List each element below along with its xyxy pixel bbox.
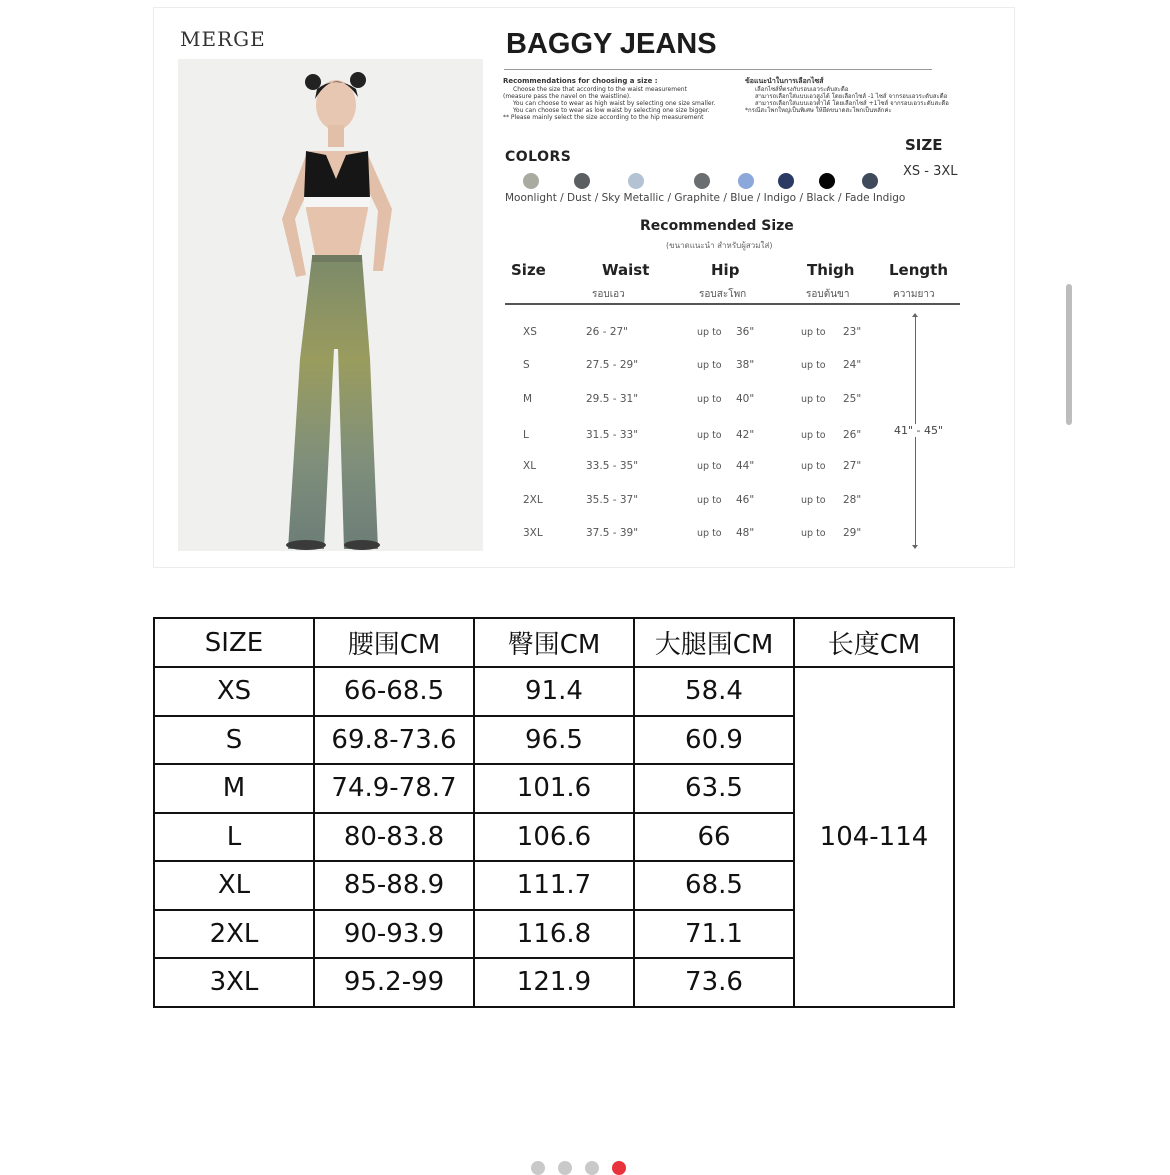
row-hip: 44" bbox=[736, 460, 755, 472]
recommendation-line: *กรณีสะโพกใหญ่เป็นพิเศษ ให้ยึดขนาดสะโพกเป็นหลักค่ะ bbox=[745, 106, 892, 114]
header-cell: 大腿围CM bbox=[634, 618, 794, 667]
subheader-length: ความยาว bbox=[893, 289, 935, 300]
table-cell: 121.9 bbox=[474, 958, 634, 1007]
header-cell: 长度CM bbox=[794, 618, 954, 667]
subheader-hip: รอบสะโพก bbox=[699, 289, 747, 300]
row-waist: 33.5 - 35" bbox=[586, 460, 639, 472]
carousel-dot[interactable] bbox=[612, 1161, 626, 1175]
row-thigh: 25" bbox=[843, 393, 862, 405]
row-waist: 26 - 27" bbox=[586, 326, 629, 338]
recommendation-line: You can choose to wear as high waist by selecting one size smaller. bbox=[513, 99, 716, 107]
recommendations-heading: ข้อแนะนำในการเลือกไซส์ bbox=[745, 77, 824, 85]
row-size: S bbox=[523, 359, 530, 371]
row-waist: 35.5 - 37" bbox=[586, 494, 639, 506]
row-thigh: 26" bbox=[843, 429, 862, 441]
table-cell: 3XL bbox=[154, 958, 314, 1007]
row-hip-prefix: up to bbox=[697, 430, 722, 441]
size-chart-image bbox=[153, 7, 1015, 568]
size-recommendations-en bbox=[503, 78, 748, 121]
table-cell: 2XL bbox=[154, 910, 314, 959]
row-thigh-prefix: up to bbox=[801, 360, 826, 371]
header-thigh: Thigh bbox=[807, 261, 855, 279]
model-illustration bbox=[178, 59, 483, 551]
row-thigh: 29" bbox=[843, 527, 862, 539]
row-size: 2XL bbox=[523, 494, 543, 506]
row-hip: 36" bbox=[736, 326, 755, 338]
recommendation-line: สามารถเลือกใส่แบบเอวสูงได้ โดยเลือกไซส์ -1 ไซส์ จากรอบเอวระดับสะดือ bbox=[755, 92, 948, 100]
row-hip-prefix: up to bbox=[697, 394, 722, 405]
header-divider bbox=[505, 303, 960, 305]
colors-heading: COLORS bbox=[505, 149, 572, 165]
size-range: XS - 3XL bbox=[903, 164, 958, 179]
row-size: L bbox=[523, 429, 529, 441]
recommendation-line: ** Please mainly select the size according to the hip measurement bbox=[503, 113, 704, 121]
row-size: XL bbox=[523, 460, 537, 472]
table-body bbox=[154, 667, 954, 1007]
header-length: Length bbox=[889, 261, 948, 279]
cm-size-table bbox=[153, 617, 955, 1008]
table-cell: 85-88.9 bbox=[314, 861, 474, 910]
table-cell: M bbox=[154, 764, 314, 813]
row-thigh-prefix: up to bbox=[801, 461, 826, 472]
row-thigh: 24" bbox=[843, 359, 862, 371]
recommended-size-title: Recommended Size bbox=[640, 218, 794, 234]
row-hip-prefix: up to bbox=[697, 327, 722, 338]
row-thigh: 23" bbox=[843, 326, 862, 338]
row-thigh-prefix: up to bbox=[801, 528, 826, 539]
arrow-down-icon bbox=[912, 545, 918, 549]
table-cell: 90-93.9 bbox=[314, 910, 474, 959]
row-hip: 48" bbox=[736, 527, 755, 539]
table-cell: 91.4 bbox=[474, 667, 634, 716]
header-cell: 腰围CM bbox=[314, 618, 474, 667]
table-cell: L bbox=[154, 813, 314, 862]
recommendation-line: เลือกไซส์ที่ตรงกับรอบเอวระดับสะดือ bbox=[755, 85, 849, 93]
header-cell: SIZE bbox=[154, 618, 314, 667]
color-swatch bbox=[694, 173, 710, 189]
table-cell: 116.8 bbox=[474, 910, 634, 959]
table-cell: 111.7 bbox=[474, 861, 634, 910]
table-cell: XS bbox=[154, 667, 314, 716]
table-cell: 74.9-78.7 bbox=[314, 764, 474, 813]
header-hip: Hip bbox=[711, 261, 740, 279]
table-cell: 95.2-99 bbox=[314, 958, 474, 1007]
color-swatch bbox=[523, 173, 539, 189]
table-cell: 58.4 bbox=[634, 667, 794, 716]
row-thigh-prefix: up to bbox=[801, 430, 826, 441]
model-photo bbox=[178, 59, 483, 551]
table-cell: S bbox=[154, 716, 314, 765]
header-cell: 臀围CM bbox=[474, 618, 634, 667]
table-cell: 73.6 bbox=[634, 958, 794, 1007]
row-hip: 46" bbox=[736, 494, 755, 506]
color-swatch bbox=[862, 173, 878, 189]
row-hip-prefix: up to bbox=[697, 495, 722, 506]
color-names: Moonlight / Dust / Sky Metallic / Graphite / Blue / Indigo / Black / Fade Indigo bbox=[505, 192, 906, 204]
row-waist: 37.5 - 39" bbox=[586, 527, 639, 539]
size-heading: SIZE bbox=[905, 136, 943, 154]
table-cell: 68.5 bbox=[634, 861, 794, 910]
table-cell: 60.9 bbox=[634, 716, 794, 765]
table-cell: 63.5 bbox=[634, 764, 794, 813]
recommendation-line: You can choose to wear as low waist by selecting one size bigger. bbox=[513, 106, 710, 114]
title-divider bbox=[504, 69, 932, 70]
table-row bbox=[154, 667, 954, 716]
row-size: XS bbox=[523, 326, 537, 338]
row-thigh-prefix: up to bbox=[801, 394, 826, 405]
table-cell: 69.8-73.6 bbox=[314, 716, 474, 765]
product-title: BAGGY JEANS bbox=[506, 28, 717, 60]
table-cell: 106.6 bbox=[474, 813, 634, 862]
table-cell: 80-83.8 bbox=[314, 813, 474, 862]
row-waist: 31.5 - 33" bbox=[586, 429, 639, 441]
header-waist: Waist bbox=[602, 261, 650, 279]
table-cell: 66-68.5 bbox=[314, 667, 474, 716]
row-size: M bbox=[523, 393, 533, 405]
table-cell: XL bbox=[154, 861, 314, 910]
color-swatch bbox=[574, 173, 590, 189]
table-cell: 66 bbox=[634, 813, 794, 862]
arrow-up-icon bbox=[912, 313, 918, 317]
carousel-dot[interactable] bbox=[558, 1161, 572, 1175]
row-hip-prefix: up to bbox=[697, 461, 722, 472]
carousel-dot[interactable] bbox=[531, 1161, 545, 1175]
color-swatch bbox=[738, 173, 754, 189]
color-swatch bbox=[778, 173, 794, 189]
length-cell: 104-114 bbox=[794, 667, 954, 1007]
row-hip-prefix: up to bbox=[697, 528, 722, 539]
length-value: 41" - 45" bbox=[894, 424, 944, 437]
carousel-dot[interactable] bbox=[585, 1161, 599, 1175]
row-thigh: 27" bbox=[843, 460, 862, 472]
row-thigh-prefix: up to bbox=[801, 327, 826, 338]
row-waist: 27.5 - 29" bbox=[586, 359, 639, 371]
row-size: 3XL bbox=[523, 527, 543, 539]
brand-logo: MERGE bbox=[180, 27, 266, 51]
recommendation-line: Choose the size that according to the waist measurement bbox=[513, 85, 687, 93]
row-thigh: 28" bbox=[843, 494, 862, 506]
color-swatch bbox=[628, 173, 644, 189]
subheader-thigh: รอบต้นขา bbox=[806, 289, 850, 300]
subheader-waist: รอบเอว bbox=[592, 289, 625, 300]
recommended-size-subtitle: (ขนาดแนะนำ สำหรับผู้สวมใส่) bbox=[666, 241, 773, 250]
row-hip: 38" bbox=[736, 359, 755, 371]
table-cell: 71.1 bbox=[634, 910, 794, 959]
table-cell: 101.6 bbox=[474, 764, 634, 813]
row-hip: 42" bbox=[736, 429, 755, 441]
table-cell: 96.5 bbox=[474, 716, 634, 765]
row-thigh-prefix: up to bbox=[801, 495, 826, 506]
row-hip: 40" bbox=[736, 393, 755, 405]
table-header-row bbox=[154, 618, 954, 667]
header-size: Size bbox=[511, 261, 546, 279]
recommendations-heading: Recommendations for choosing a size : bbox=[503, 77, 658, 85]
row-hip-prefix: up to bbox=[697, 360, 722, 371]
scrollbar-thumb[interactable] bbox=[1066, 284, 1072, 425]
color-swatch bbox=[819, 173, 835, 189]
size-recommendations-th bbox=[745, 78, 980, 115]
recommendation-line: สามารถเลือกใส่แบบเอวต่ำได้ โดยเลือกไซส์ +1ไซส์ จากรอบเอวระดับสะดือ bbox=[755, 99, 949, 107]
row-waist: 29.5 - 31" bbox=[586, 393, 639, 405]
recommendation-line: (measure pass the navel on the waistline). bbox=[503, 92, 632, 100]
